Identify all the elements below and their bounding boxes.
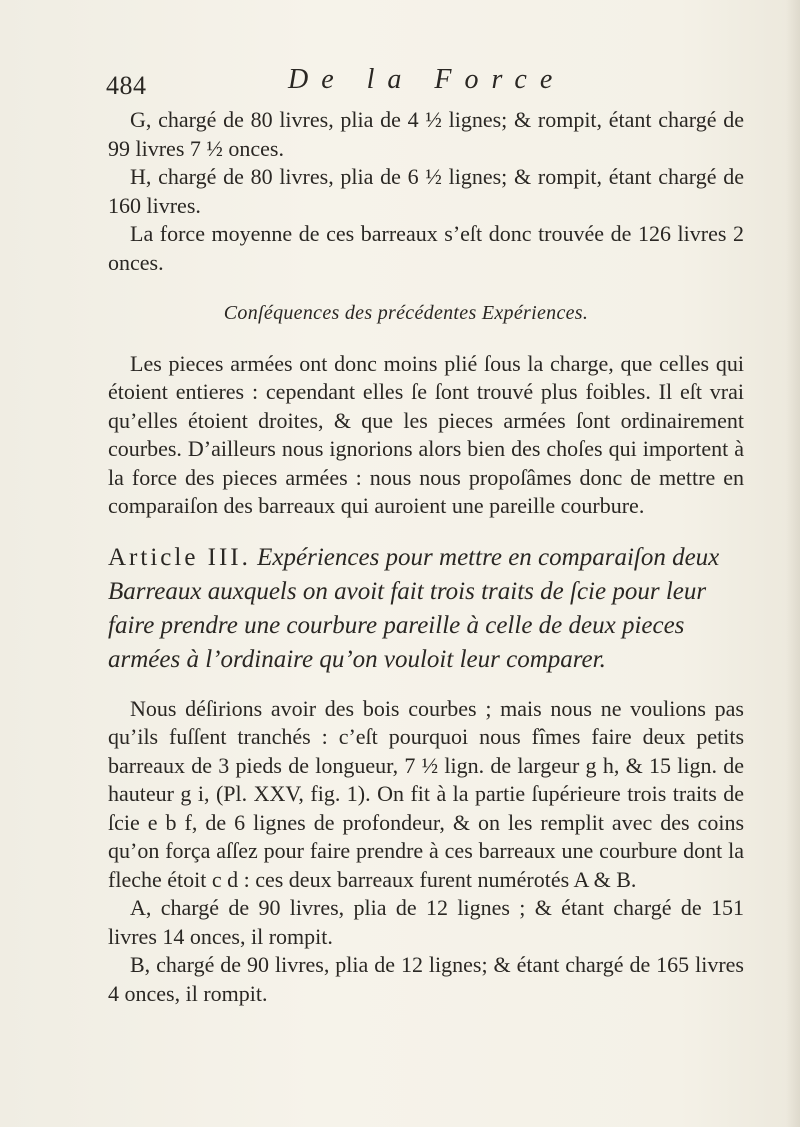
paragraph-result-b: B, chargé de 90 livres, plia de 12 lignes; & étant chargé de 165 livres 4 onces, il rompit. (108, 952, 744, 1006)
paragraph-experiment: Nous déſirions avoir des bois courbes ; mais nous ne voulions pas qu’ils fuſſent tranchés : c’eſt pourquoi nous fîmes faire deux petits barreaux de 3 pieds de longueur, 7 ½ lign. de largeur g h, & 15 lign. de hauteur g i, (Pl. XXV, fig. 1). On fit à la partie ſupérieure trois traits de ſcie e b f, de 6 lignes de profondeur, & on les remplit avec des coins qu’on força aſſez pour faire prendre à ces barreaux une courbure dont la fleche étoit c d : ces deux barreaux furent numérotés A & B. (108, 695, 744, 892)
paragraph-g: G, chargé de 80 livres, plia de 4 ½ lignes; & rompit, étant chargé de 99 livres 7 ½ onces. (108, 107, 744, 161)
article-heading (108, 541, 744, 677)
paragraph-average-force: La force moyenne de ces barreaux s’eſt donc trouvée de 126 livres 2 onces. (108, 221, 744, 275)
article-title: Expériences pour mettre en comparaiſon deux Barreaux auxquels on avoit fait trois traits de ſcie pour leur faire prendre une courbure pareille à celle de deux pieces armées à l’ordinaire qu’on vouloit leur comparer. (108, 543, 720, 673)
running-title: De la Force (288, 64, 566, 95)
page-header (108, 66, 744, 106)
page-content (108, 66, 744, 1008)
paragraph-h: H, chargé de 80 livres, plia de 6 ½ lignes; & rompit, étant chargé de 160 livres. (108, 164, 744, 218)
page-number: 484 (106, 71, 147, 100)
paragraph-result-a: A, chargé de 90 livres, plia de 12 lignes ; & étant chargé de 151 livres 14 onces, il rompit. (108, 895, 744, 949)
paragraph-consequences: Les pieces armées ont donc moins plié ſous la charge, que celles qui étoient entieres : cependant elles ſe ſont trouvé plus foibles. Il eſt vrai qu’elles étoient droites, & que les pieces armées ſont ordinairement courbes. D’ailleurs nous ignorions alors bien des choſes qui importent à la force des pieces armées : nous nous propoſâmes donc de mettre en comparaiſon des barreaux qui auroient une pareille courbure. (108, 350, 744, 518)
article-label: Article III. (108, 543, 251, 571)
section-title: Conſéquences des précédentes Expériences. (223, 302, 589, 324)
